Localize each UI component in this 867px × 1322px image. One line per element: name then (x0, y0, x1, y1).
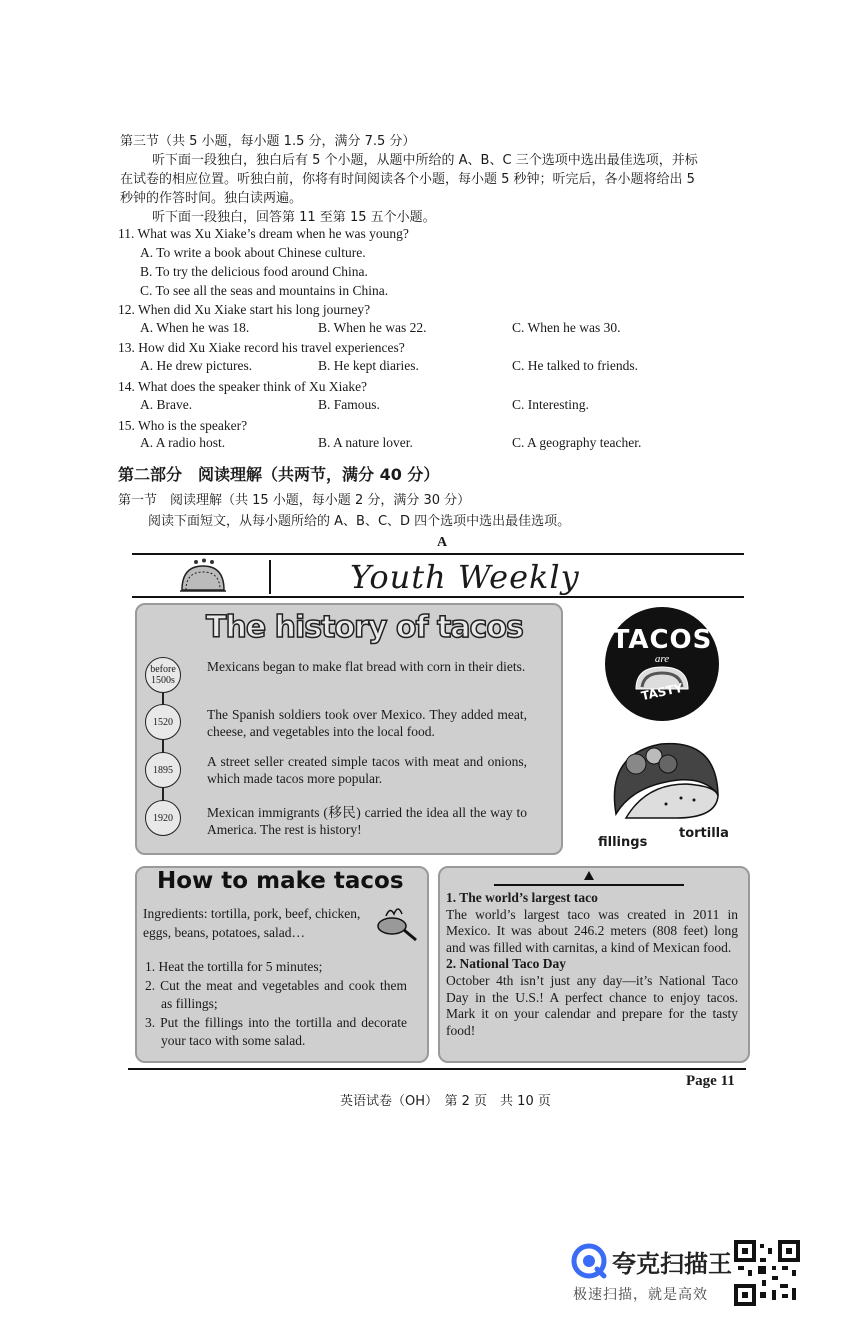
label-fillings: fillings (598, 835, 648, 850)
timeline-year-label: 1920 (153, 812, 173, 824)
section3-instructions-line4: 听下面一段独白，回答第 11 至第 15 五个小题。 (152, 210, 436, 225)
facts-rule (494, 884, 684, 886)
question-15-option-b: B. A nature lover. (318, 435, 413, 450)
magazine-divider (269, 560, 271, 594)
fact-title: 1. The world’s largest taco (446, 890, 598, 905)
timeline-year-before-1500s (145, 657, 181, 693)
passage-label: A (437, 535, 448, 550)
timeline-line (162, 680, 164, 820)
fact-text: October 4th isn’t just any day—it’s National Taco Day in the U.S.! A perfect chance to enjoy tacos. Mark it on your calendar and prepare for the tasty food! (446, 972, 738, 1038)
question-14-option-c: C. Interesting. (512, 397, 589, 412)
question-13-option-a: A. He drew pictures. (140, 358, 253, 373)
question-stem: 11. What was Xu Xiake’s dream when he was young? (118, 226, 409, 241)
option-b: B. To try the delicious food around China. (140, 264, 368, 279)
how-to-title: How to make tacos (157, 868, 404, 894)
question-14 (118, 377, 367, 396)
taco-logo-icon (178, 558, 228, 599)
timeline-year-1520 (145, 704, 181, 740)
facts-content (446, 890, 738, 1039)
section3-heading: 第三节（共 5 小题，每小题 1.5 分，满分 7.5 分） (120, 134, 416, 149)
question-15-option-a: A. A radio host. (140, 435, 226, 450)
question-12-option-b: B. When he was 22. (318, 320, 427, 335)
question-14-option-b: B. Famous. (318, 397, 380, 412)
timeline-year-label: 1895 (153, 764, 173, 776)
question-12-option-a: A. When he was 18. (140, 320, 250, 335)
question-stem: 13. How did Xu Xiake record his travel experiences? (118, 340, 405, 355)
section3-instructions-line2: 在试卷的相应位置。听独白前，你将有时间阅读各个小题，每小题 5 秒钟；听完后，各小题将给出 5 (120, 172, 695, 187)
scanner-slogan: 极速扫描，就是高效 (573, 1287, 708, 1303)
part2-subheading: 第一节 阅读理解（共 15 小题，每小题 2 分，满分 30 分） (118, 493, 471, 508)
scanner-logo-icon (571, 1243, 607, 1284)
question-stem: 12. When did Xu Xiake start his long journey? (118, 302, 371, 317)
question-stem: 15. Who is the speaker? (118, 418, 248, 433)
badge-line-3: TASTY (639, 680, 685, 704)
fact-text: The world’s largest taco was created in 2011 in Mexico. It was about 246.2 meters (808 feet) long and was filled with carnitas, a kind of Mexican food. (446, 906, 738, 955)
history-title: The history of tacos (206, 610, 523, 645)
question-12 (118, 300, 370, 319)
section3-instructions-line1: 听下面一段独白，独白后有 5 个小题，从题中所给的 A、B、C 三个选项中选出最佳选项，并标 (152, 153, 698, 168)
magazine-bottom-rule (128, 1068, 746, 1070)
cooking-pan-icon (372, 898, 418, 949)
part2-instructions: 阅读下面短文，从每小题所给的 A、B、C、D 四个选项中选出最佳选项。 (148, 514, 571, 529)
magazine-top-rule (132, 553, 744, 555)
ingredients-text: Ingredients: tortilla, pork, beef, chicken, eggs, beans, potatoes, salad… (143, 906, 361, 940)
exam-footer: 英语试卷（OH） 第 2 页 共 10 页 (340, 1094, 551, 1109)
timeline-text: Mexicans began to make flat bread with corn in their diets. (207, 659, 526, 674)
question-14-option-a: A. Brave. (140, 397, 193, 412)
qr-code-icon (734, 1240, 800, 1311)
part2-heading: 第二部分 阅读理解（共两节，满分 40 分） (118, 465, 440, 484)
option-a: A. To write a book about Chinese culture. (140, 245, 366, 260)
timeline-year-1920 (145, 800, 181, 836)
timeline-year-label: 1520 (153, 716, 173, 728)
badge-line-2: are (654, 653, 670, 665)
question-13-option-c: C. He talked to friends. (512, 358, 638, 373)
badge-line-1: TACOS (611, 625, 713, 655)
tacos-tasty-badge (605, 607, 719, 721)
scanner-brand: 夸克扫描王 (612, 1250, 732, 1278)
step-item: 2. Cut the meat and vegetables and cook them as fillings; (145, 977, 407, 1011)
magazine-title: Youth Weekly (350, 558, 580, 596)
question-13 (118, 338, 405, 357)
label-tortilla: tortilla (679, 826, 729, 841)
magazine-page-number: Page 11 (686, 1073, 735, 1089)
timeline-text: The Spanish soldiers took over Mexico. They added meat, cheese, and vegetables into the local food. (207, 707, 527, 739)
fact-title: 2. National Taco Day (446, 956, 567, 972)
steps-list (145, 958, 407, 1051)
timeline-text: A street seller created simple tacos with meat and onions, which made tacos more popular. (207, 754, 527, 786)
step-item: 1. Heat the tortilla for 5 minutes; (145, 959, 323, 974)
timeline-year-label: before 1500s (150, 664, 176, 686)
facts-triangle-icon (584, 871, 594, 880)
timeline-year-1895 (145, 752, 181, 788)
question-15-option-c: C. A geography teacher. (512, 435, 642, 450)
step-item: 3. Put the fillings into the tortilla and decorate your taco with some salad. (145, 1014, 407, 1048)
question-11 (118, 224, 409, 300)
timeline-text: Mexican immigrants (移民) carried the idea all the way to America. The rest is history! (207, 805, 527, 837)
option-c: C. To see all the seas and mountains in China. (140, 283, 389, 298)
question-13-option-b: B. He kept diaries. (318, 358, 419, 373)
question-12-option-c: C. When he was 30. (512, 320, 621, 335)
section3-instructions-line3: 秒钟的作答时间。独白读两遍。 (120, 191, 303, 206)
question-stem: 14. What does the speaker think of Xu Xiake? (118, 379, 368, 394)
question-15 (118, 416, 247, 435)
taco-illustration (606, 734, 721, 829)
